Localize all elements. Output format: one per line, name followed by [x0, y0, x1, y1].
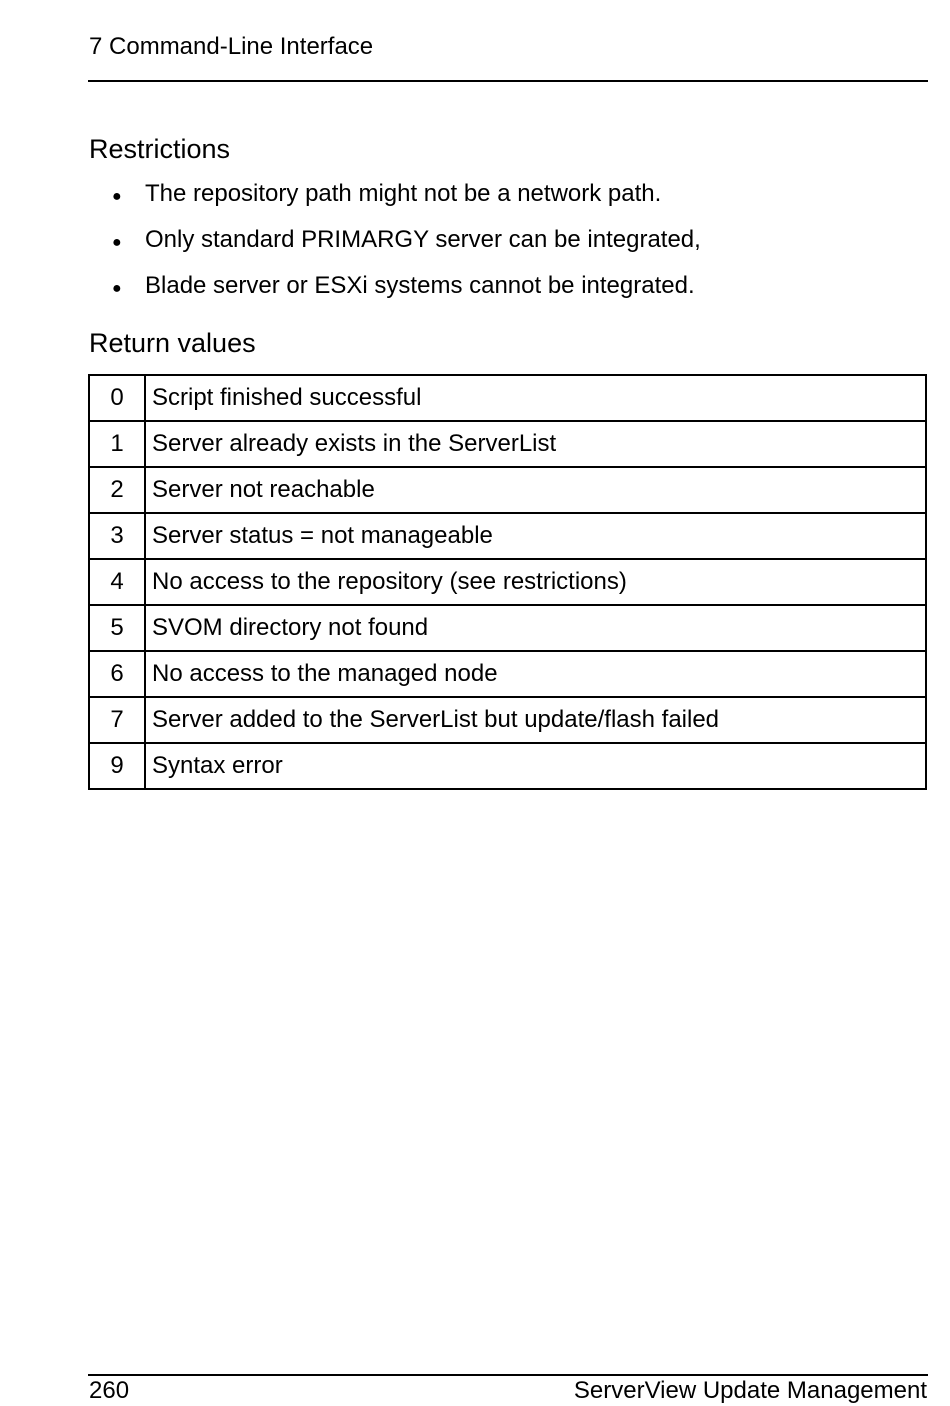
return-description: SVOM directory not found	[145, 605, 926, 651]
bullet-icon: ●	[112, 234, 122, 251]
return-description: No access to the repository (see restrictions)	[145, 559, 926, 605]
table-row	[89, 559, 926, 605]
page-header-chapter: 7 Command-Line Interface	[89, 33, 374, 60]
return-code: 6	[89, 651, 145, 697]
bullet-icon: ●	[112, 188, 122, 205]
return-description: No access to the managed node	[145, 651, 926, 697]
return-values-heading: Return values	[89, 328, 256, 358]
return-description: Server not reachable	[145, 467, 926, 513]
return-code: 4	[89, 559, 145, 605]
return-description: Syntax error	[145, 743, 926, 789]
table-row	[89, 697, 926, 743]
return-description: Server added to the ServerList but update/flash failed	[145, 697, 926, 743]
restrictions-heading: Restrictions	[89, 134, 231, 164]
page-number: 260	[89, 1377, 130, 1404]
table-row	[89, 421, 926, 467]
return-code: 0	[89, 375, 145, 421]
return-values-table	[88, 374, 927, 790]
return-code: 1	[89, 421, 145, 467]
return-description: Script finished successful	[145, 375, 926, 421]
table-row	[89, 743, 926, 789]
restriction-text: The repository path might not be a network path.	[145, 180, 662, 207]
table-row	[89, 375, 926, 421]
return-code: 7	[89, 697, 145, 743]
document-title: ServerView Update Management	[573, 1377, 927, 1404]
return-description: Server already exists in the ServerList	[145, 421, 926, 467]
header-rule	[88, 80, 928, 82]
return-description: Server status = not manageable	[145, 513, 926, 559]
bullet-icon: ●	[112, 280, 122, 297]
table-row	[89, 651, 926, 697]
return-code: 3	[89, 513, 145, 559]
return-code: 2	[89, 467, 145, 513]
restriction-text: Blade server or ESXi systems cannot be integrated.	[145, 272, 695, 299]
table-row	[89, 467, 926, 513]
restriction-text: Only standard PRIMARGY server can be integrated,	[145, 226, 701, 253]
table-row	[89, 605, 926, 651]
return-code: 9	[89, 743, 145, 789]
return-code: 5	[89, 605, 145, 651]
table-row	[89, 513, 926, 559]
